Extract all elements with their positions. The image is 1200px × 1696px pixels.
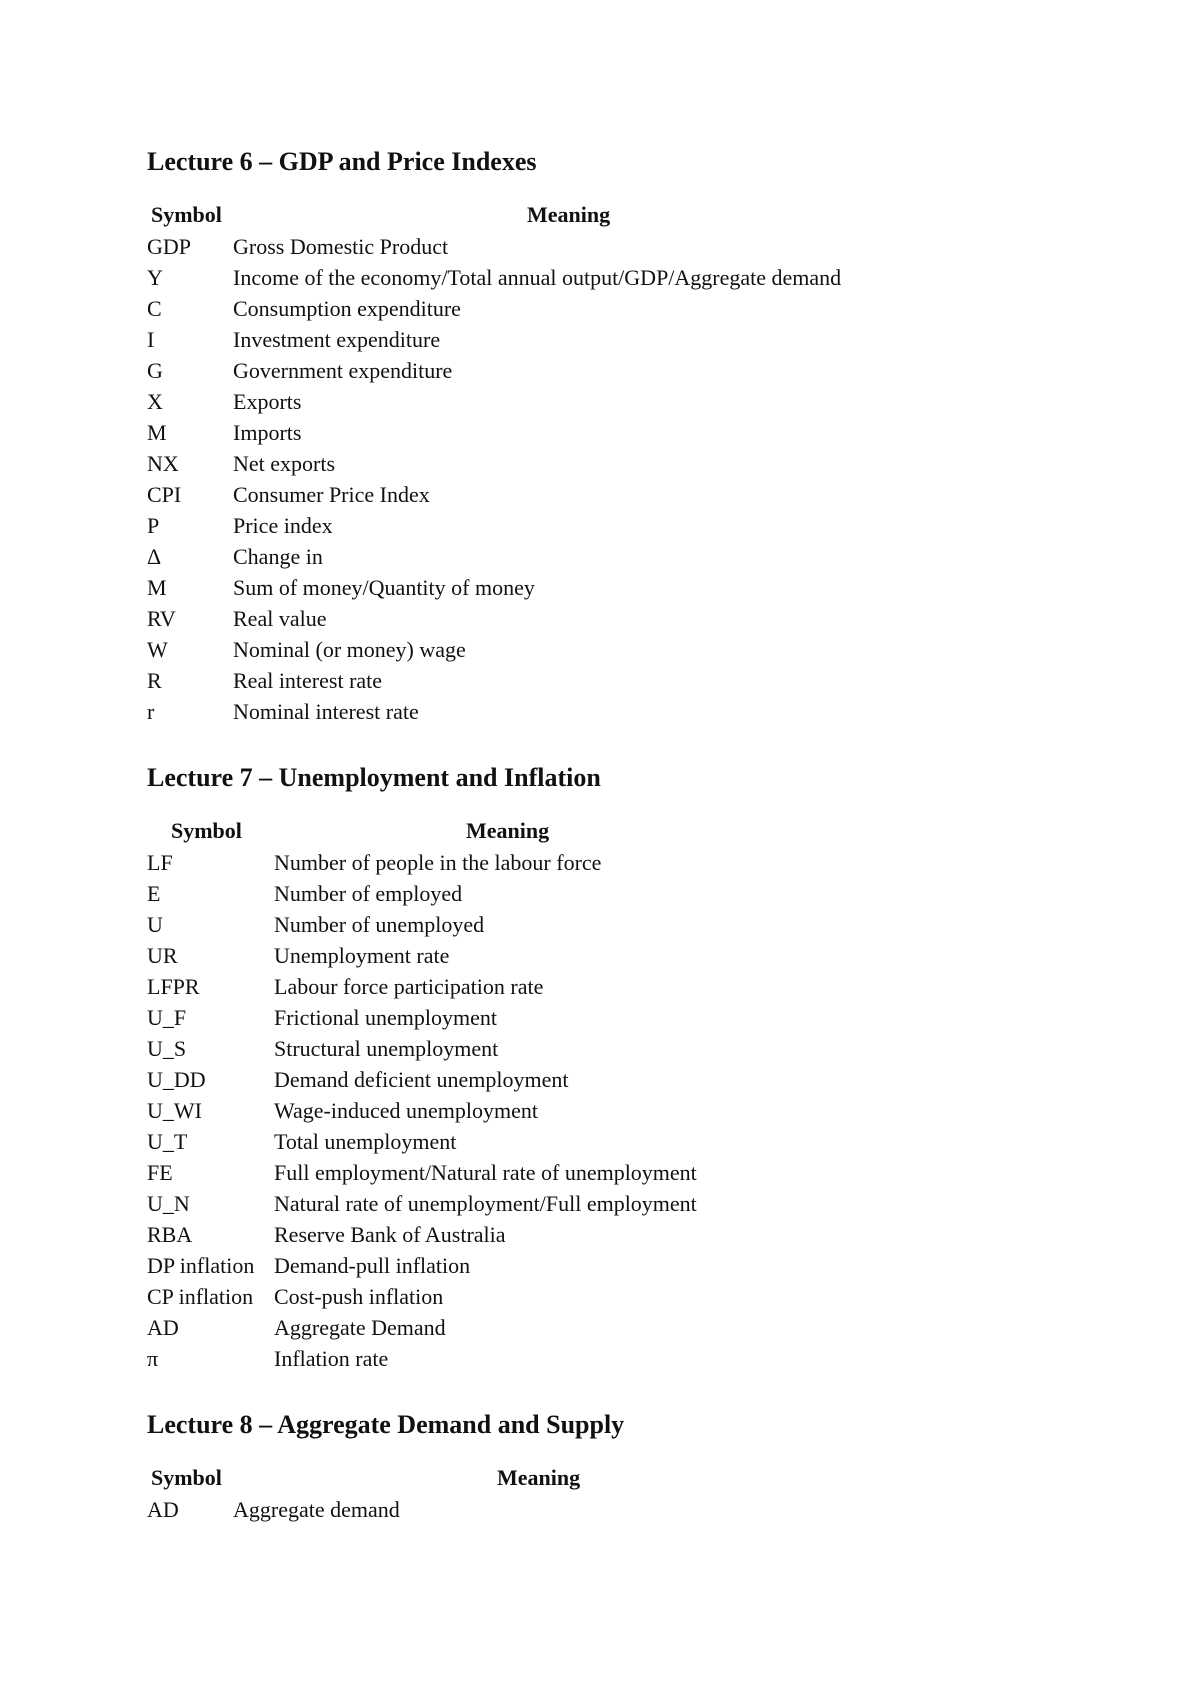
meaning-cell: Nominal interest rate <box>233 699 419 724</box>
symbol-cell: P <box>147 513 160 538</box>
meaning-cell: Inflation rate <box>274 1346 389 1371</box>
symbol-cell: E <box>147 881 161 906</box>
meaning-cell: Consumer Price Index <box>233 482 430 507</box>
glossary-row <box>147 665 1147 696</box>
symbol-glossary <box>147 199 1147 727</box>
symbol-cell: U_WI <box>147 1098 202 1123</box>
glossary-row <box>147 1095 1147 1126</box>
glossary-row <box>147 940 1147 971</box>
section-title: Lecture 8 – Aggregate Demand and Supply <box>147 1410 625 1439</box>
symbol-cell: AD <box>147 1315 179 1340</box>
symbol-cell: C <box>147 296 162 321</box>
glossary-row <box>147 1494 1147 1525</box>
glossary-row <box>147 324 1147 355</box>
section-lecture-6 <box>147 147 1147 727</box>
glossary-header <box>147 199 1147 231</box>
glossary-rows <box>147 231 1147 727</box>
meaning-cell: Wage-induced unemployment <box>274 1098 538 1123</box>
meaning-cell: Price index <box>233 513 333 538</box>
meaning-cell: Nominal (or money) wage <box>233 637 466 662</box>
glossary-row <box>147 231 1147 262</box>
meaning-cell: Cost-push inflation <box>274 1284 444 1309</box>
meaning-cell: Aggregate demand <box>233 1497 400 1522</box>
symbol-cell: M <box>147 420 167 445</box>
meaning-cell: Unemployment rate <box>274 943 450 968</box>
glossary-row <box>147 510 1147 541</box>
symbol-cell: DP inflation <box>147 1253 255 1278</box>
symbol-cell: UR <box>147 943 178 968</box>
symbol-cell: LFPR <box>147 974 200 999</box>
glossary-row <box>147 1002 1147 1033</box>
symbol-cell: AD <box>147 1497 179 1522</box>
glossary-row <box>147 262 1147 293</box>
meaning-cell: Natural rate of unemployment/Full employment <box>274 1191 697 1216</box>
symbol-cell: U_T <box>147 1129 188 1154</box>
glossary-row <box>147 847 1147 878</box>
glossary-row <box>147 878 1147 909</box>
meaning-cell: Demand deficient unemployment <box>274 1067 569 1092</box>
symbol-cell: NX <box>147 451 179 476</box>
symbol-cell: FE <box>147 1160 173 1185</box>
symbol-cell: RV <box>147 606 176 631</box>
glossary-row <box>147 1188 1147 1219</box>
symbol-cell: r <box>147 699 155 724</box>
meaning-cell: Exports <box>233 389 302 414</box>
symbol-cell: GDP <box>147 234 192 259</box>
glossary-row <box>147 634 1147 665</box>
meaning-cell: Real interest rate <box>233 668 383 693</box>
meaning-cell: Sum of money/Quantity of money <box>233 575 535 600</box>
symbol-cell: CP inflation <box>147 1284 254 1309</box>
symbol-cell: CPI <box>147 482 182 507</box>
glossary-row <box>147 696 1147 727</box>
symbol-column-header: Symbol <box>171 818 242 843</box>
glossary-row <box>147 1250 1147 1281</box>
glossary-header <box>147 1462 1147 1494</box>
meaning-cell: Frictional unemployment <box>274 1005 498 1030</box>
meaning-cell: Total unemployment <box>274 1129 457 1154</box>
glossary-row <box>147 603 1147 634</box>
meaning-cell: Investment expenditure <box>233 327 441 352</box>
meaning-cell: Government expenditure <box>233 358 453 383</box>
glossary-row <box>147 355 1147 386</box>
symbol-cell: RBA <box>147 1222 193 1247</box>
symbol-cell: I <box>147 327 155 352</box>
meaning-cell: Full employment/Natural rate of unemployment <box>274 1160 697 1185</box>
meaning-cell: Change in <box>233 544 323 569</box>
meaning-cell: Structural unemployment <box>274 1036 499 1061</box>
meaning-cell: Number of people in the labour force <box>274 850 602 875</box>
section-lecture-8 <box>147 1410 1147 1525</box>
glossary-row <box>147 417 1147 448</box>
meaning-cell: Net exports <box>233 451 336 476</box>
meaning-cell: Number of unemployed <box>274 912 485 937</box>
glossary-row <box>147 1219 1147 1250</box>
symbol-column-header: Symbol <box>151 202 222 227</box>
glossary-header <box>147 815 1147 847</box>
meaning-cell: Real value <box>233 606 327 631</box>
meaning-cell: Labour force participation rate <box>274 974 544 999</box>
meaning-cell: Aggregate Demand <box>274 1315 446 1340</box>
glossary-row <box>147 1126 1147 1157</box>
section-title: Lecture 6 – GDP and Price Indexes <box>147 147 537 176</box>
meaning-cell: Reserve Bank of Australia <box>274 1222 506 1247</box>
glossary-row <box>147 909 1147 940</box>
meaning-cell: Consumption expenditure <box>233 296 461 321</box>
symbol-cell: M <box>147 575 167 600</box>
glossary-row <box>147 1312 1147 1343</box>
meaning-column-header: Meaning <box>466 818 550 843</box>
symbol-glossary <box>147 815 1147 1374</box>
meaning-cell: Demand-pull inflation <box>274 1253 471 1278</box>
meaning-column-header: Meaning <box>497 1465 581 1490</box>
symbol-cell: R <box>147 668 162 693</box>
symbol-cell: X <box>147 389 163 414</box>
meaning-cell: Number of employed <box>274 881 463 906</box>
glossary-row <box>147 1343 1147 1374</box>
glossary-row <box>147 386 1147 417</box>
glossary-rows <box>147 1494 1147 1525</box>
glossary-row <box>147 448 1147 479</box>
symbol-cell: π <box>147 1346 159 1371</box>
glossary-row <box>147 541 1147 572</box>
glossary-row <box>147 1157 1147 1188</box>
symbol-cell: U_S <box>147 1036 187 1061</box>
meaning-cell: Imports <box>233 420 302 445</box>
symbol-cell: U_DD <box>147 1067 206 1092</box>
glossary-row <box>147 479 1147 510</box>
symbol-cell: W <box>147 637 168 662</box>
meaning-cell: Gross Domestic Product <box>233 234 449 259</box>
symbol-cell: Y <box>147 265 163 290</box>
section-title: Lecture 7 – Unemployment and Inflation <box>147 763 601 792</box>
meaning-column-header: Meaning <box>527 202 611 227</box>
glossary-row <box>147 1281 1147 1312</box>
section-lecture-7 <box>147 763 1147 1374</box>
symbol-cell: Δ <box>147 544 162 569</box>
symbol-cell: G <box>147 358 163 383</box>
meaning-cell: Income of the economy/Total annual output/GDP/Aggregate demand <box>233 265 842 290</box>
symbol-cell: U_F <box>147 1005 187 1030</box>
glossary-row <box>147 572 1147 603</box>
symbol-column-header: Symbol <box>151 1465 222 1490</box>
symbol-cell: U_N <box>147 1191 190 1216</box>
glossary-rows <box>147 847 1147 1374</box>
glossary-row <box>147 1033 1147 1064</box>
glossary-row <box>147 293 1147 324</box>
symbol-cell: U <box>147 912 163 937</box>
symbol-glossary <box>147 1462 1147 1525</box>
glossary-row <box>147 971 1147 1002</box>
glossary-row <box>147 1064 1147 1095</box>
symbol-cell: LF <box>147 850 173 875</box>
